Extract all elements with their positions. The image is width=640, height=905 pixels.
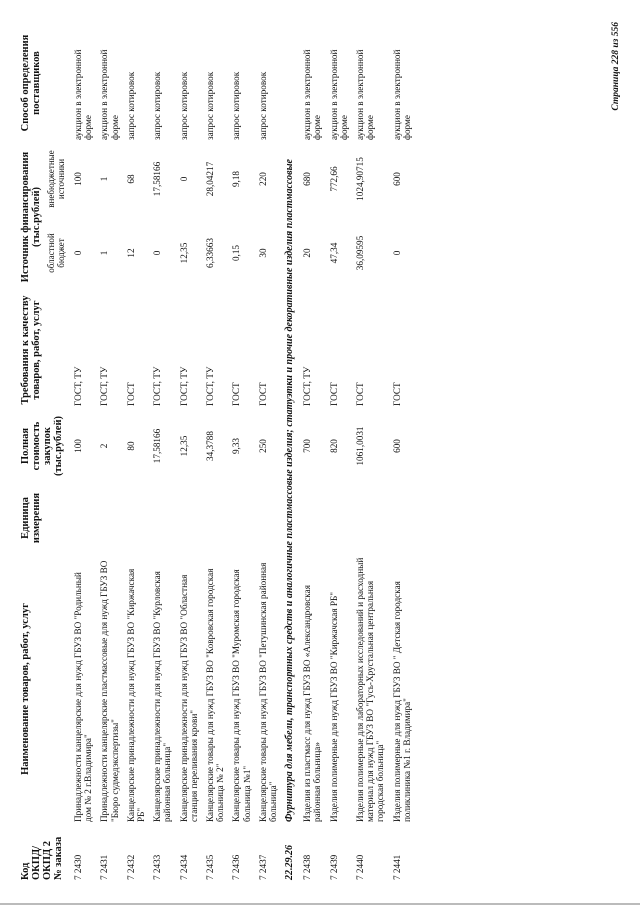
row-extrabudget: 9,18 — [231, 170, 242, 188]
row-unit — [202, 483, 228, 553]
table-row — [255, 23, 281, 883]
header-total: Полная стоимость закупок (тыс.рублей) — [20, 415, 64, 477]
row-method: аукцион в электронной форме — [99, 49, 120, 140]
row-extrabudget: 100 — [73, 172, 83, 186]
row-unit — [389, 483, 415, 553]
header-method: Способ определения поставщиков — [20, 34, 42, 132]
row-unit — [326, 483, 352, 553]
row-method: запрос котировок — [205, 71, 216, 140]
row-total: 17,58166 — [152, 428, 163, 464]
row-requirements: ГОСТ, ТУ — [178, 366, 189, 406]
header-code: Код ОКПД/ ОКПД 2 № заказа — [20, 836, 64, 880]
table-row — [176, 23, 202, 883]
table-row — [389, 23, 415, 883]
row-regional-budget: 0 — [73, 250, 83, 256]
row-method: запрос котировок — [257, 71, 268, 140]
row-code: 7 2440 — [355, 854, 366, 880]
header-name: Наименование товаров, работ, услуг — [20, 603, 31, 775]
row-code: 7 2436 — [231, 854, 242, 880]
row-code: 7 2437 — [257, 854, 268, 880]
row-method: запрос котировок — [231, 71, 242, 140]
row-name: Канцелярские принадлежности для нужд ГБУЗ ВО "Курловская районная больница" — [152, 571, 173, 822]
row-requirements: ГОСТ, ТУ — [302, 366, 313, 406]
row-unit — [255, 483, 281, 553]
row-requirements: ГОСТ — [231, 382, 242, 406]
row-unit — [176, 483, 202, 553]
row-code: 7 2432 — [125, 854, 136, 880]
row-regional-budget: 30 — [257, 248, 268, 258]
row-regional-budget: 20 — [302, 248, 313, 258]
row-code: 7 2433 — [152, 854, 163, 880]
row-extrabudget: 1024,90715 — [355, 157, 366, 201]
row-regional-budget: 6,33663 — [205, 238, 216, 268]
row-code: 7 2439 — [328, 854, 339, 880]
row-total: 700 — [302, 439, 313, 453]
row-requirements: ГОСТ, ТУ — [205, 366, 216, 406]
row-total: 250 — [257, 439, 268, 453]
row-total: 12,35 — [178, 435, 189, 457]
row-extrabudget: 68 — [125, 174, 136, 184]
procurement-table — [18, 23, 415, 883]
row-code: 7 2430 — [73, 854, 83, 880]
row-method: аукцион в электронной форме — [73, 49, 94, 140]
row-unit — [352, 483, 389, 553]
row-name: Изделия полимерные для нужд ГБУЗ ВО " Детская городская поликлиника №1 г. Владимира" — [391, 581, 412, 822]
row-unit — [70, 483, 96, 553]
header-financing: Источник финансирования (тыс.рублей) — [20, 151, 42, 283]
header-financing-regional: областной бюджет — [46, 233, 66, 273]
row-total: 80 — [125, 441, 136, 451]
row-extrabudget: 680 — [302, 172, 313, 186]
row-unit — [123, 483, 149, 553]
row-code: 7 2435 — [205, 854, 216, 880]
row-total: 1061,0031 — [355, 426, 366, 466]
row-code: 7 2434 — [178, 854, 189, 880]
table-row — [352, 23, 389, 883]
row-method: аукцион в электронной форме — [328, 49, 349, 140]
header-financing-extrabudget: внебюджетные источники — [46, 150, 66, 208]
table-row — [326, 23, 352, 883]
row-requirements: ГОСТ, ТУ — [99, 366, 110, 406]
row-method: аукцион в электронной форме — [302, 49, 323, 140]
row-name: Канцелярские товары для нужд ГБУЗ ВО "Муромская городская больница №1" — [231, 569, 252, 822]
table-row — [96, 23, 122, 883]
table-row — [202, 23, 228, 883]
row-code: 7 2438 — [302, 854, 313, 880]
row-requirements: ГОСТ — [328, 382, 339, 406]
row-regional-budget: 12,35 — [178, 242, 189, 264]
row-method: запрос котировок — [178, 71, 189, 140]
table-row — [228, 23, 254, 883]
table-row — [149, 23, 175, 883]
row-name: Канцелярские товары для нужд ГБУЗ ВО "Ковровская городская больница № 2" — [205, 568, 226, 822]
table-body — [70, 23, 415, 883]
row-extrabudget: 220 — [257, 172, 268, 186]
row-requirements: ГОСТ, ТУ — [73, 366, 83, 406]
row-requirements: ГОСТ — [257, 382, 268, 406]
row-name: Канцелярские принадлежности для нужд ГБУЗ ВО "Областная станция переливания крови" — [178, 574, 199, 822]
row-regional-budget: 12 — [125, 248, 136, 258]
table-row — [123, 23, 149, 883]
row-total: 600 — [391, 439, 402, 453]
section-code: 22.29.26 — [284, 845, 296, 880]
row-name: Принадлежности канцелярские для нужд ГБУЗ ВО "Родильный дом № 2 г.Владимира" — [73, 572, 94, 822]
row-requirements: ГОСТ — [125, 382, 136, 406]
row-total: 100 — [73, 439, 83, 453]
row-extrabudget: 600 — [391, 172, 402, 186]
table-row — [299, 23, 325, 883]
header-requirements: Требования к качеству товаров, работ, услуг — [20, 295, 42, 405]
row-regional-budget: 36,09595 — [355, 235, 366, 271]
row-regional-budget: 0 — [391, 250, 402, 256]
row-method: запрос котировок — [125, 71, 136, 140]
row-unit — [299, 483, 325, 553]
row-unit — [149, 483, 175, 553]
page-number: Страница 228 из 556 — [611, 22, 621, 111]
row-extrabudget: 1 — [99, 176, 110, 182]
row-unit — [228, 483, 254, 553]
row-name: Изделия полимерные для нужд ГБУЗ ВО "Киржачская РБ" — [328, 591, 339, 822]
row-regional-budget: 47,34 — [328, 242, 339, 264]
row-requirements: ГОСТ, ТУ — [152, 366, 163, 406]
table-row — [70, 23, 96, 883]
section-title: Фурнитура для мебели, транспортных средств и аналогичные пластмассовые изделия; статуэтки и прочие декоративные изделия пластмассовые — [284, 159, 296, 822]
row-method: аукцион в электронной форме — [355, 49, 376, 140]
row-regional-budget: 1 — [99, 250, 110, 256]
row-extrabudget: 17,58166 — [152, 161, 163, 197]
row-total: 2 — [99, 443, 110, 449]
row-name: Изделия полимерные для лабораторных исследований и расходный материал для нужд ГБУЗ ВО "Гусь-Хрустальная центральная городская больница" — [355, 557, 386, 822]
row-extrabudget: 0 — [178, 176, 189, 182]
row-regional-budget: 0 — [152, 250, 163, 256]
row-regional-budget: 0,15 — [231, 244, 242, 262]
row-extrabudget: 772,66 — [328, 166, 339, 192]
row-total: 9,33 — [231, 437, 242, 455]
section-row — [281, 23, 299, 883]
row-unit — [96, 483, 122, 553]
table-header — [18, 23, 70, 883]
row-method: запрос котировок — [152, 71, 163, 140]
row-total: 820 — [328, 439, 339, 453]
row-method: аукцион в электронной форме — [391, 49, 412, 140]
row-code: 7 2441 — [391, 854, 402, 880]
row-total: 34,3788 — [205, 431, 216, 461]
row-extrabudget: 28,04217 — [205, 161, 216, 197]
header-unit: Единица измерения — [20, 492, 42, 544]
row-name: Канцелярские принадлежности для нужд ГБУЗ ВО "Киржачская РБ" — [125, 568, 147, 822]
row-name: Канцелярские товары для нужд ГБУЗ ВО "Петушинская районная больница" — [257, 562, 279, 822]
row-requirements: ГОСТ — [355, 382, 366, 406]
row-code: 7 2431 — [99, 854, 110, 880]
row-requirements: ГОСТ — [391, 382, 402, 406]
row-name: Изделия из пластмасс для нужд ГБУЗ ВО «Александровская районная больница» — [302, 585, 323, 822]
row-name: Принадлежности канцелярские пластмассовые для нужд ГБУЗ ВО "Бюро судмедэкспертизы" — [99, 560, 120, 822]
